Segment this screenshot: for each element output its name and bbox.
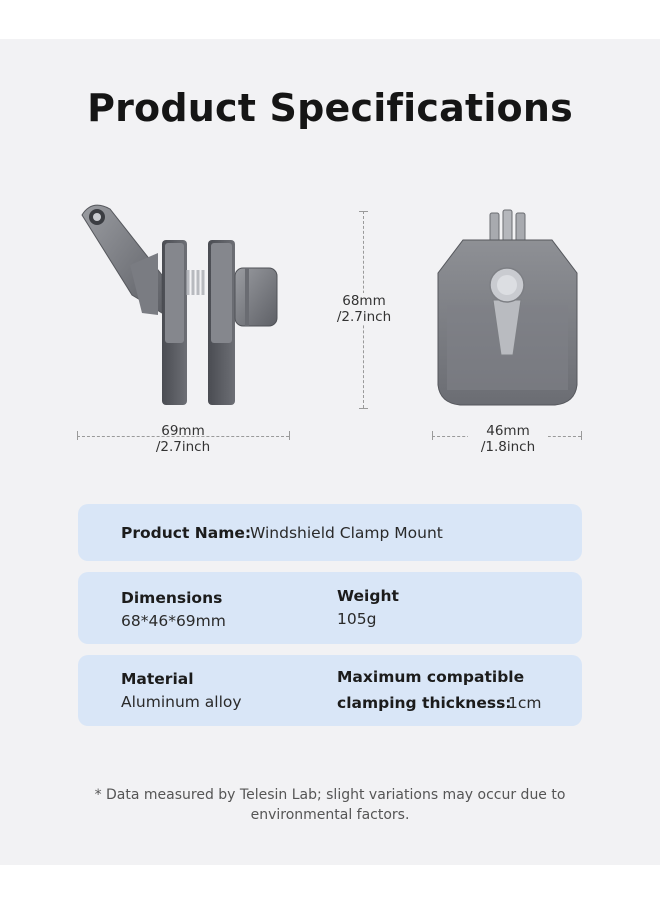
footnote-line1: * Data measured by Telesin Lab; slight variations may occur due to [94,787,566,803]
side-width-mm: 69mm [161,423,205,439]
front-width-label [468,423,548,455]
page-title: Product Specifications [87,86,573,130]
footnote-line2: environmental factors. [250,807,410,823]
material-clamping-card [78,655,582,726]
side-width-label [143,423,223,455]
height-inch: /2.7inch [336,309,392,325]
product-name-card [78,504,582,561]
weight-label: Weight [337,587,399,605]
product-name-label: Product Name: [121,524,252,542]
dimensions-weight-card [78,572,582,644]
dimensions-label: Dimensions [121,589,223,607]
side-width-tick-right [289,431,290,440]
front-width-tick-right [581,431,582,440]
product-name-value: Windshield Clamp Mount [250,524,443,542]
height-mm: 68mm [342,293,386,309]
footnote [60,785,600,825]
clamp-front-view-image [425,205,590,410]
front-width-mm: 46mm [486,423,530,439]
spec-panel [0,39,660,865]
side-width-inch: /2.7inch [155,439,211,455]
material-label: Material [121,670,194,688]
weight-value: 105g [337,610,377,628]
clamp-side-view-image [70,195,300,415]
front-width-inch: /1.8inch [480,439,536,455]
clamping-label-line1: Maximum compatible [337,668,525,686]
material-value: Aluminum alloy [121,693,242,711]
dimensions-value: 68*46*69mm [121,612,226,630]
clamping-value: 1cm [508,694,542,712]
height-label [326,293,402,325]
clamping-label-line2: clamping thickness: [337,694,512,712]
height-tick-bottom [359,408,368,409]
